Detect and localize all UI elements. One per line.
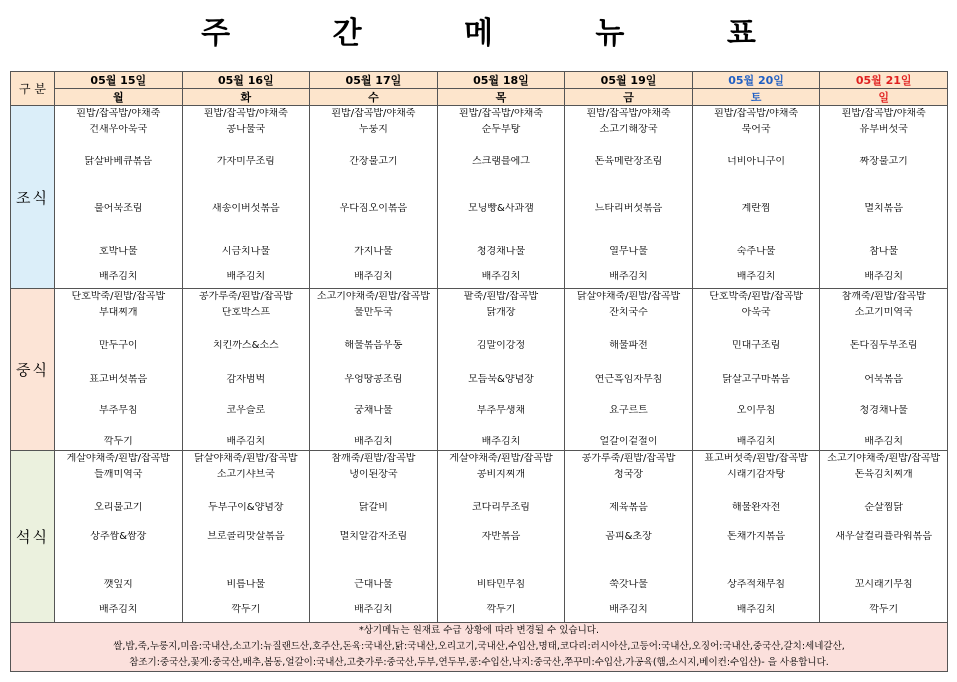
menu-cell-items bbox=[693, 451, 820, 621]
menu-item: 배추김치 bbox=[481, 436, 521, 447]
menu-cell bbox=[437, 289, 565, 451]
origin-notice bbox=[11, 623, 948, 672]
menu-item: 청경채나물 bbox=[859, 405, 908, 416]
menu-cell-items bbox=[565, 289, 692, 449]
menu-item: 깍두기 bbox=[231, 604, 261, 615]
meal-row-dinner bbox=[11, 451, 948, 623]
menu-item: 닭살바베큐볶음 bbox=[84, 156, 153, 167]
menu-item: 느타리버섯볶음 bbox=[594, 203, 663, 214]
menu-item: 닭살야채죽/흰밥/잡곡밥 bbox=[576, 291, 681, 302]
dow-row bbox=[11, 89, 948, 106]
menu-item: 간장불고기 bbox=[349, 156, 398, 167]
menu-item: 돈다짐두부조림 bbox=[849, 340, 918, 351]
menu-item: 순살찜닭 bbox=[864, 502, 903, 513]
menu-item: 콩가루죽/흰밥/잡곡밥 bbox=[199, 291, 293, 302]
day-of-week: 목 bbox=[437, 89, 565, 106]
menu-item: 궁채나물 bbox=[354, 405, 393, 416]
menu-item: 코다리무조림 bbox=[471, 502, 530, 513]
menu-item: 냉이된장국 bbox=[349, 469, 398, 480]
menu-item: 상추적채무침 bbox=[727, 579, 786, 590]
notice-line-3: 참조기:중국산,꽃게:중국산,배추,봄동,얼갈이:국내산,고춧가루:중국산,두부,연두부,콩:수입산,낙지:중국산,쭈꾸미:수입산,가공육(햄,소시지,베이컨:수입산)- 을 사용합니다. bbox=[129, 657, 829, 668]
menu-cell-items bbox=[438, 289, 565, 449]
menu-item: 쑥갓나물 bbox=[609, 579, 648, 590]
menu-item: 상추쌈&쌈장 bbox=[90, 531, 147, 542]
menu-item: 팥죽/흰밥/잡곡밥 bbox=[463, 291, 539, 302]
menu-item: 부대찌개 bbox=[98, 307, 138, 318]
menu-item: 흰밥/잡곡밥/야채죽 bbox=[76, 108, 161, 119]
menu-item: 배추김치 bbox=[736, 271, 776, 282]
menu-item: 배추김치 bbox=[481, 271, 521, 282]
menu-item: 해물파전 bbox=[609, 340, 648, 351]
menu-item: 표고버섯죽/흰밥/잡곡밥 bbox=[704, 453, 808, 464]
day-of-week: 일 bbox=[820, 89, 948, 106]
menu-item: 흰밥/잡곡밥/야채죽 bbox=[331, 108, 416, 119]
day-date: 05월 17일 bbox=[310, 72, 438, 89]
menu-item: 배추김치 bbox=[226, 271, 266, 282]
menu-item: 배추김치 bbox=[864, 271, 903, 282]
menu-item: 돈채가지볶음 bbox=[727, 531, 786, 542]
menu-item: 제육볶음 bbox=[609, 502, 648, 513]
menu-item: 감자범벅 bbox=[226, 374, 266, 385]
menu-item: 흰밥/잡곡밥/야채죽 bbox=[586, 108, 671, 119]
menu-item: 배추김치 bbox=[354, 271, 393, 282]
menu-cell-items bbox=[183, 106, 310, 287]
menu-item: 깻잎지 bbox=[103, 579, 133, 590]
menu-cell bbox=[55, 289, 183, 451]
menu-item: 단호박죽/흰밥/잡곡밥 bbox=[709, 291, 803, 302]
page-title: 주 간 메 뉴 표 bbox=[201, 16, 802, 51]
footer-row bbox=[11, 623, 948, 672]
menu-cell-items bbox=[183, 289, 310, 449]
menu-item: 연근흑임자무침 bbox=[594, 374, 663, 385]
menu-cell bbox=[182, 451, 310, 623]
day-of-week: 수 bbox=[310, 89, 438, 106]
day-of-week: 토 bbox=[692, 89, 820, 106]
menu-item: 부추무생채 bbox=[476, 405, 526, 416]
menu-item: 배추김치 bbox=[864, 436, 903, 447]
menu-cell bbox=[310, 106, 438, 289]
menu-item: 코우슬로 bbox=[226, 405, 266, 416]
menu-item: 가지나물 bbox=[354, 246, 393, 257]
menu-cell bbox=[820, 289, 948, 451]
menu-item: 치킨까스&소스 bbox=[212, 340, 279, 351]
menu-item: 참깨죽/흰밥/잡곡밥 bbox=[841, 291, 926, 302]
meal-label-breakfast: 조식 bbox=[11, 106, 55, 289]
menu-item: 자반볶음 bbox=[481, 531, 521, 542]
menu-item: 우엉땅콩조림 bbox=[344, 374, 403, 385]
menu-item: 게살야채죽/흰밥/잡곡밥 bbox=[449, 453, 553, 464]
menu-cell bbox=[692, 289, 820, 451]
menu-cell-items bbox=[55, 106, 182, 287]
menu-item: 청국장 bbox=[614, 469, 644, 480]
menu-cell-items bbox=[55, 451, 182, 621]
menu-cell bbox=[182, 289, 310, 451]
menu-item: 배추김치 bbox=[354, 436, 393, 447]
menu-item: 돈육김치찌개 bbox=[854, 469, 913, 480]
menu-item: 순두부탕 bbox=[481, 124, 521, 135]
menu-item: 닭갈비 bbox=[358, 502, 388, 513]
menu-item: 부추무침 bbox=[98, 405, 138, 416]
menu-item: 잔치국수 bbox=[609, 307, 648, 318]
menu-item: 비름나물 bbox=[226, 579, 266, 590]
menu-item: 소고기미역국 bbox=[854, 307, 913, 318]
menu-item: 우다짐오이볶음 bbox=[339, 203, 408, 214]
menu-item: 유부버섯국 bbox=[859, 124, 908, 135]
menu-item: 모닝빵&사과잼 bbox=[468, 203, 534, 214]
menu-item: 소고기샤브국 bbox=[216, 469, 275, 480]
menu-cell-items bbox=[55, 289, 182, 449]
menu-cell-items bbox=[438, 106, 565, 287]
menu-item: 배추김치 bbox=[609, 604, 648, 615]
date-row bbox=[11, 72, 948, 89]
menu-item: 숙주나물 bbox=[736, 246, 776, 257]
day-of-week: 금 bbox=[565, 89, 693, 106]
menu-item: 참나물 bbox=[869, 246, 899, 257]
menu-cell-items bbox=[438, 451, 565, 621]
menu-item: 참깨죽/흰밥/잡곡밥 bbox=[331, 453, 416, 464]
menu-item: 요구르트 bbox=[609, 405, 648, 416]
menu-item: 두부구이&양념장 bbox=[208, 502, 284, 513]
menu-item: 콩비지찌개 bbox=[476, 469, 526, 480]
menu-cell bbox=[310, 289, 438, 451]
menu-cell bbox=[820, 106, 948, 289]
menu-item: 계란찜 bbox=[741, 203, 771, 214]
menu-item: 호박나물 bbox=[98, 246, 138, 257]
menu-cell bbox=[692, 106, 820, 289]
menu-item: 소고기야채죽/흰밥/잡곡밥 bbox=[827, 453, 941, 464]
menu-cell bbox=[820, 451, 948, 623]
menu-item: 얼갈이겉절이 bbox=[599, 436, 658, 447]
menu-item: 어묵볶음 bbox=[864, 374, 903, 385]
menu-item: 건새우아욱국 bbox=[89, 124, 148, 135]
menu-item: 만두구이 bbox=[98, 340, 138, 351]
menu-item: 콩나물국 bbox=[226, 124, 266, 135]
day-of-week: 월 bbox=[55, 89, 183, 106]
menu-item: 북어국 bbox=[741, 124, 771, 135]
weekly-menu-table bbox=[10, 71, 948, 672]
menu-cell-items bbox=[693, 106, 820, 287]
menu-cell bbox=[692, 451, 820, 623]
menu-item: 해물볶음우동 bbox=[344, 340, 403, 351]
menu-item: 꼬시래기무침 bbox=[854, 579, 913, 590]
menu-cell bbox=[310, 451, 438, 623]
menu-item: 해물완자전 bbox=[731, 502, 781, 513]
menu-item: 모듬묵&양념장 bbox=[468, 374, 534, 385]
menu-item: 배추김치 bbox=[736, 436, 776, 447]
menu-cell-items bbox=[310, 106, 437, 287]
header-label: 구 분 bbox=[11, 72, 55, 106]
menu-item: 물만두국 bbox=[354, 307, 393, 318]
day-date: 05월 16일 bbox=[182, 72, 310, 89]
menu-cell-items bbox=[310, 289, 437, 449]
menu-item: 흰밥/잡곡밥/야채죽 bbox=[841, 108, 926, 119]
notice-line-1: *상기메뉴는 원재료 수급 상황에 따라 변경될 수 있습니다. bbox=[359, 625, 599, 636]
menu-item: 깍두기 bbox=[103, 436, 133, 447]
menu-item: 너비아니구이 bbox=[727, 156, 786, 167]
menu-item: 짜장불고기 bbox=[859, 156, 908, 167]
meal-row-lunch bbox=[11, 289, 948, 451]
menu-item: 소고기해장국 bbox=[599, 124, 658, 135]
menu-item: 배추김치 bbox=[98, 271, 138, 282]
menu-item: 소고기야채죽/흰밥/잡곡밥 bbox=[316, 291, 430, 302]
menu-cell-items bbox=[820, 106, 947, 287]
menu-item: 흰밥/잡곡밥/야채죽 bbox=[203, 108, 288, 119]
menu-cell bbox=[565, 451, 693, 623]
menu-item: 불어묵조림 bbox=[94, 203, 143, 214]
menu-item: 오리불고기 bbox=[94, 502, 143, 513]
menu-item: 시래기감자탕 bbox=[727, 469, 786, 480]
menu-cell bbox=[437, 451, 565, 623]
menu-item: 들깨미역국 bbox=[94, 469, 143, 480]
menu-item: 민대구조림 bbox=[731, 340, 781, 351]
meal-label-dinner: 석식 bbox=[11, 451, 55, 623]
menu-item: 콩가루죽/흰밥/잡곡밥 bbox=[581, 453, 676, 464]
menu-item: 곰피&초장 bbox=[605, 531, 652, 542]
menu-cell-items bbox=[183, 451, 310, 621]
menu-cell-items bbox=[565, 451, 692, 621]
menu-item: 김말이강정 bbox=[476, 340, 526, 351]
menu-cell bbox=[565, 289, 693, 451]
menu-item: 시금치나물 bbox=[221, 246, 270, 257]
day-of-week: 화 bbox=[182, 89, 310, 106]
menu-item: 멸치알감자조림 bbox=[339, 531, 408, 542]
menu-item: 표고버섯볶음 bbox=[89, 374, 148, 385]
day-date: 05월 21일 bbox=[820, 72, 948, 89]
day-date: 05월 20일 bbox=[692, 72, 820, 89]
menu-item: 닭살야채죽/흰밥/잡곡밥 bbox=[194, 453, 298, 464]
menu-item: 배추김치 bbox=[354, 604, 393, 615]
day-date: 05월 15일 bbox=[55, 72, 183, 89]
menu-item: 가자미무조림 bbox=[216, 156, 275, 167]
menu-item: 게살야채죽/흰밥/잡곡밥 bbox=[66, 453, 170, 464]
day-date: 05월 18일 bbox=[437, 72, 565, 89]
menu-cell-items bbox=[565, 106, 692, 287]
menu-cell bbox=[182, 106, 310, 289]
menu-item: 흰밥/잡곡밥/야채죽 bbox=[714, 108, 799, 119]
menu-item: 닭살고구마볶음 bbox=[722, 374, 790, 385]
menu-item: 아욱국 bbox=[741, 307, 771, 318]
menu-item: 멸치볶음 bbox=[864, 203, 903, 214]
meal-row-breakfast bbox=[11, 106, 948, 289]
menu-item: 새우살컬리플라워볶음 bbox=[835, 531, 932, 542]
notice-line-2: 쌀,밥,죽,누룽지,미음:국내산,소고기:뉴질랜드산,호주산,돈육:국내산,닭:국내산,오리고기,국내산,수입산,명태,코다리:러시아산,고등어:국내산,오징어:국내산,중국산,갈치:세네갈산, bbox=[113, 641, 845, 652]
menu-item: 비타민무침 bbox=[476, 579, 526, 590]
menu-item: 깍두기 bbox=[486, 604, 516, 615]
menu-cell bbox=[55, 106, 183, 289]
menu-item: 스크램블에그 bbox=[471, 156, 530, 167]
menu-cell bbox=[437, 106, 565, 289]
menu-item: 흰밥/잡곡밥/야채죽 bbox=[458, 108, 543, 119]
menu-item: 근대나물 bbox=[354, 579, 393, 590]
menu-item: 청경채나물 bbox=[476, 246, 526, 257]
menu-item: 누룽지 bbox=[358, 124, 388, 135]
menu-item: 배추김치 bbox=[226, 436, 266, 447]
menu-item: 깍두기 bbox=[869, 604, 899, 615]
menu-item: 닭개장 bbox=[486, 307, 516, 318]
menu-item: 브로콜리맛살볶음 bbox=[207, 531, 285, 542]
menu-cell-items bbox=[820, 451, 947, 621]
day-date: 05월 19일 bbox=[565, 72, 693, 89]
menu-cell-items bbox=[693, 289, 820, 449]
menu-item: 배추김치 bbox=[736, 604, 776, 615]
menu-item: 새송이버섯볶음 bbox=[212, 203, 280, 214]
menu-cell bbox=[565, 106, 693, 289]
menu-cell-items bbox=[310, 451, 437, 621]
menu-item: 단호박스프 bbox=[221, 307, 270, 318]
menu-cell-items bbox=[820, 289, 947, 449]
menu-cell bbox=[55, 451, 183, 623]
menu-item: 열무나물 bbox=[609, 246, 648, 257]
menu-item: 오이무침 bbox=[736, 405, 776, 416]
meal-label-lunch: 중식 bbox=[11, 289, 55, 451]
menu-item: 단호박죽/흰밥/잡곡밥 bbox=[71, 291, 166, 302]
menu-item: 배추김치 bbox=[98, 604, 138, 615]
menu-item: 돈육메란장조림 bbox=[594, 156, 663, 167]
menu-item: 배추김치 bbox=[609, 271, 648, 282]
